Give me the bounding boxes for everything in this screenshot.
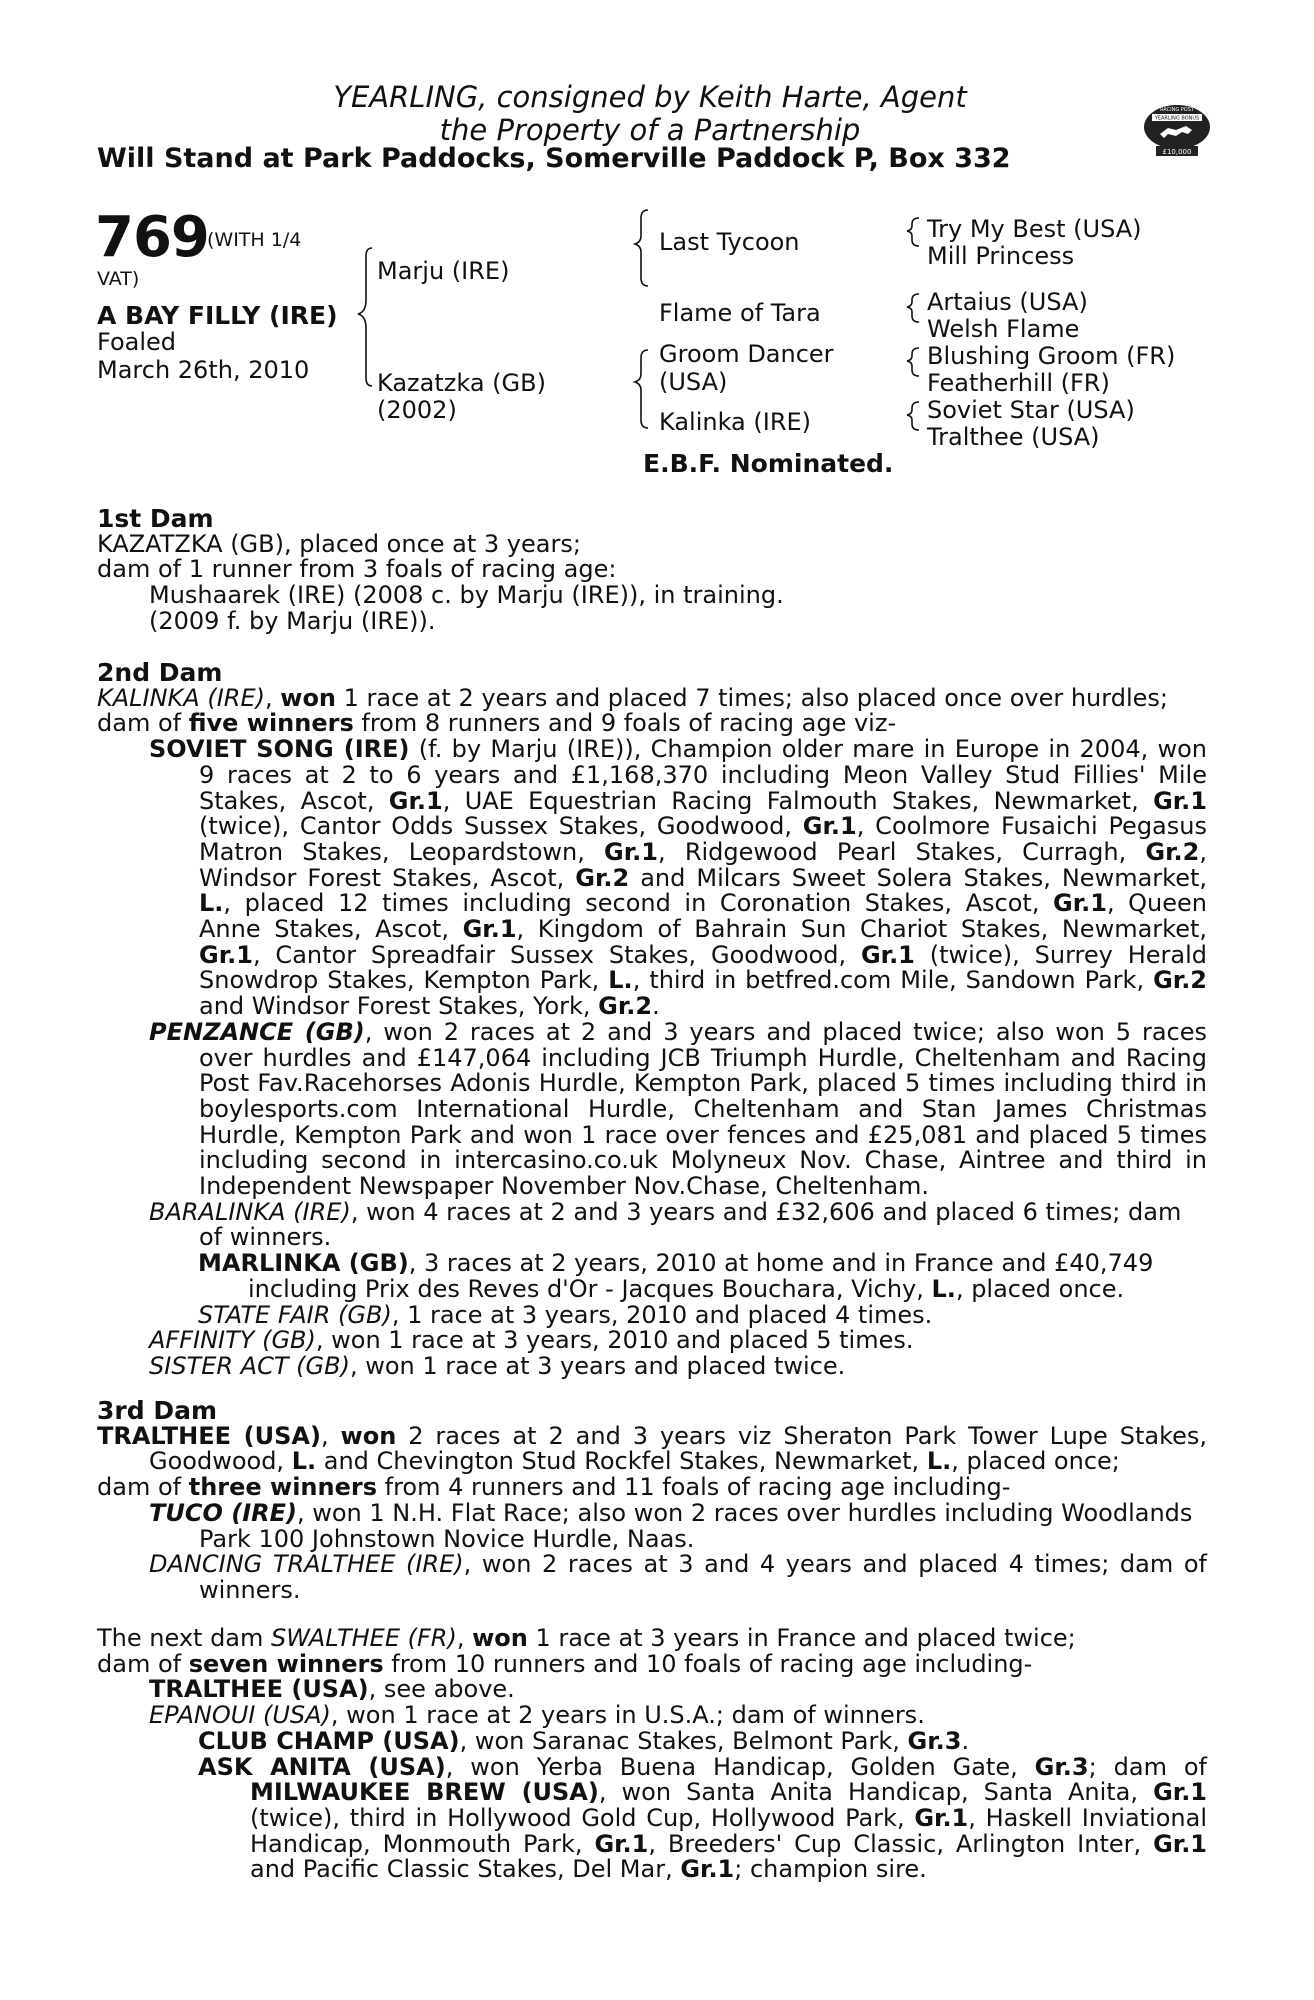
lot-number: 769: [95, 205, 209, 270]
first-dam-line-4: (2009 f. by Marju (IRE)).: [149, 606, 436, 635]
sister-act-entry: SISTER ACT (GB), won 1 race at 3 years and placed twice.: [149, 1351, 846, 1380]
first-dam-line-2: dam of 1 runner from 3 foals of racing age:: [97, 555, 617, 584]
second-dam-heading: 2nd Dam: [97, 658, 223, 687]
dancing-tralthee-entry: DANCING TRALTHEE (IRE), won 2 races at 3 and 4 years and placed 4 times; dam of winners.: [149, 1550, 1207, 1604]
ebf-nominated: E.B.F. Nominated.: [643, 449, 894, 478]
club-champ-entry: CLUB CHAMP (USA), won Saranac Stakes, Belmont Park, Gr.3.: [198, 1726, 970, 1755]
first-dam-line-1: KAZATZKA (GB), placed once at 3 years;: [97, 529, 581, 558]
first-dam-section: [97, 506, 1207, 635]
second-dam-section: [97, 660, 1207, 1380]
kalinka-dam-of: dam of five winners from 8 runners and 9 foals of racing age viz-: [97, 709, 897, 738]
tuco-entry: TUCO (IRE), won 1 N.H. Flat Race; also won 2 races over hurdles including Woodlands Park 100 Johnstown Novice Hurdle, Naas.: [149, 1498, 1193, 1553]
ped-dam-2: (2002): [377, 396, 457, 424]
header-line-3: Will Stand at Park Paddocks, Somerville Paddock P, Box 332: [97, 143, 1011, 174]
tralthee-entry: TRALTHEE (USA), won 2 races at 2 and 3 years viz Sheraton Park Tower Lupe Stakes, Goodwood, L. and Chevington Stud Rockfel Stakes, Newmarket, L., placed once;: [97, 1421, 1208, 1476]
soviet-song-entry: SOVIET SONG (IRE) (f. by Marju (IRE)), Champion older mare in Europe in 2004, won 9 races at 2 to 6 years and £1,168,370 including Meon Valley Stud Fillies' Mile Stakes, Ascot, Gr.1, UAE Equestrian Racing Falmouth Stakes, Newmarket, Gr.1 (twice), Cantor Odds Sussex Stakes, Goodwood, Gr.1, Coolmore Fusaichi Pegasus Matron Stakes, Leopardstown, Gr.1, Ridgewood Pearl Stakes, Curragh, Gr.2, Windsor Forest Stakes, Ascot, Gr.2 and Milcars Sweet Solera Stakes, Newmarket, L., placed 12 times including second in Coronation Stakes, Ascot, Gr.1, Queen Anne Stakes, Ascot, Gr.1, Kingdom of Bahrain Sun Chariot Stakes, Newmarket, Gr.1, Cantor Spreadfair Sussex Stakes, Goodwood, Gr.1 (twice), Surrey Herald Snowdrop Stakes, Kempton Park, L., third in betfred.com Mile, Sandown Park, Gr.2 and Windsor Forest Stakes, York, Gr.2.: [149, 735, 1208, 1021]
svg-text:YEARLING BONUS: YEARLING BONUS: [1154, 115, 1200, 122]
ped-dam-sire-1: Groom Dancer: [659, 340, 834, 368]
ped-dam-1: Kazatzka (GB): [377, 369, 546, 397]
kalinka-entry: KALINKA (IRE), won 1 race at 2 years and placed 7 times; also placed once over hurdles;: [97, 683, 1168, 712]
ped-dss: Blushing Groom (FR): [927, 342, 1176, 370]
next-dam-section: [97, 1626, 1207, 1883]
lot-foaled-1: Foaled: [97, 328, 177, 356]
ped-sds: Artaius (USA): [927, 288, 1088, 316]
ped-ddd: Tralthee (USA): [927, 423, 1100, 451]
svg-text:RACING POST: RACING POST: [1160, 107, 1194, 113]
lot-name: A BAY FILLY (IRE): [97, 301, 338, 330]
swalthee-dam-of: dam of seven winners from 10 runners and 10 foals of racing age including-: [97, 1649, 1033, 1678]
ped-dam-dam: Kalinka (IRE): [659, 408, 812, 436]
ped-sss: Try My Best (USA): [927, 215, 1142, 243]
first-dam-line-3: Mushaarek (IRE) (2008 c. by Marju (IRE)), in training.: [149, 581, 784, 610]
third-dam-heading: 3rd Dam: [97, 1396, 217, 1425]
baralinka-entry: BARALINKA (IRE), won 4 races at 2 and 3 years and £32,606 and placed 6 times; dam of winners.: [149, 1197, 1182, 1252]
header-line-2: the Property of a Partnership: [439, 113, 861, 147]
milwaukee-brew-entry: MILWAUKEE BREW (USA), won Santa Anita Handicap, Santa Anita, Gr.1 (twice), third in Hollywood Gold Cup, Hollywood Park, Gr.1, Haskell Inviational Handicap, Monmouth Park, Gr.1, Breeders' Cup Classic, Arlington Inter, Gr.1 and Pacific Classic Stakes, Del Mar, Gr.1; champion sire.: [250, 1778, 1208, 1884]
next-tralthee-entry: TRALTHEE (USA), see above.: [149, 1675, 515, 1704]
marlinka-entry: MARLINKA (GB), 3 races at 2 years, 2010 at home and in France and £40,749 including Prix des Reves d'Or - Jacques Bouchara, Vichy, L., placed once.: [198, 1249, 1154, 1303]
ped-dds: Soviet Star (USA): [927, 396, 1135, 424]
header-line-1: YEARLING, consigned by Keith Harte, Agent: [333, 80, 967, 114]
state-fair-entry: STATE FAIR (GB), 1 race at 3 years, 2010 and placed 4 times.: [198, 1300, 933, 1329]
penzance-entry: PENZANCE (GB), won 2 races at 2 and 3 years and placed twice; also won 5 races over hurdles and £147,064 including JCB Triumph Hurdle, Cheltenham and Racing Post Fav.Racehorses Adonis Hurdle, Kempton Park, placed 5 times including third in boylesports.com International Hurdle, Cheltenham and Stan James Christmas Hurdle, Kempton Park and won 1 race over fences and £25,081 and placed 5 times including second in intercasino.co.uk Molyneux Nov. Chase, Aintree and third in Independent Newspaper November Nov.Chase, Cheltenham.: [149, 1017, 1207, 1201]
tralthee-dam-of: dam of three winners from 4 runners and 11 foals of racing age including-: [97, 1473, 1011, 1502]
third-dam-section: [97, 1398, 1207, 1604]
ped-dam-sire-2: (USA): [659, 368, 728, 396]
ped-sdd: Welsh Flame: [927, 315, 1080, 343]
lot-vat-2: VAT): [97, 268, 140, 290]
ped-sire-dam: Flame of Tara: [659, 299, 821, 327]
epanoui-entry: EPANOUI (USA), won 1 race at 2 years in U.S.A.; dam of winners.: [149, 1701, 925, 1730]
swalthee-entry: The next dam SWALTHEE (FR), won 1 race at 3 years in France and placed twice;: [97, 1624, 1076, 1652]
ask-anita-entry: ASK ANITA (USA), won Yerba Buena Handicap, Golden Gate, Gr.3; dam of: [198, 1752, 1207, 1781]
affinity-entry: AFFINITY (GB), won 1 race at 3 years, 2010 and placed 5 times.: [149, 1326, 914, 1355]
lot-foaled-2: March 26th, 2010: [97, 356, 310, 384]
ped-ssd: Mill Princess: [927, 242, 1075, 270]
ped-sire-sire: Last Tycoon: [659, 228, 800, 256]
lot-vat-1: (WITH 1/4: [207, 229, 302, 251]
ped-sire: Marju (IRE): [377, 257, 510, 285]
first-dam-heading: 1st Dam: [97, 504, 214, 533]
svg-text:£10,000: £10,000: [1162, 148, 1192, 156]
ped-dsd: Featherhill (FR): [927, 369, 1110, 397]
